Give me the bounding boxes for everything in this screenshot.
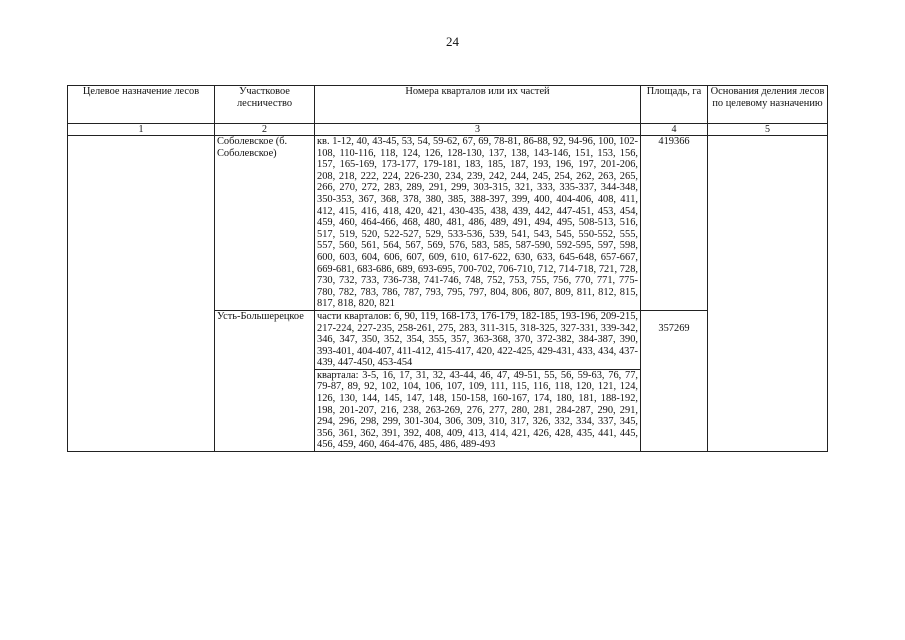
- area-cell: 357269: [641, 310, 708, 451]
- quarters-cell: части кварталов: 6, 90, 119, 168-173, 176-179, 182-185, 193-196, 209-215, 217-224, 227-235, 258-261, 275, 283, 311-315, 318-325, 327-331, 339-342, 346, 347, 350, 352, 354, 355, 357, 363-368, 370, 372-382, 384-387, 390, 393-401, 404-407, 411-412, 415-417, 420, 422-425, 429-431, 433, 434, 437-439, 447-450, 453-454: [315, 310, 641, 369]
- forestry-cell: Соболевское (б. Соболевское): [215, 136, 315, 311]
- column-number-row: [68, 124, 828, 136]
- header-basis: Основания деления лесов по целевому назначению: [708, 86, 828, 124]
- page-number: 24: [446, 34, 459, 49]
- header-quarters: Номера кварталов или их частей: [315, 86, 641, 124]
- quarters-cell: квартала: 3-5, 16, 17, 31, 32, 43-44, 46, 47, 49-51, 55, 56, 59-63, 76, 77, 79-87, 89, 92, 102, 104, 106, 107, 109, 111, 115, 116, 118, 120, 121, 124, 126, 130, 144, 145, 147, 148, 150-158, 160-167, 174, 180, 181, 188-192, 198, 201-207, 216, 238, 263-269, 276, 277, 280, 281, 284-287, 290, 291, 294, 296, 298, 299, 301-304, 306, 309, 310, 317, 326, 332, 334, 337, 345, 356, 361, 362, 391, 392, 408, 409, 413, 414, 421, 426, 428, 435, 441, 445, 456, 459, 460, 464-476, 485, 486, 489-493: [315, 369, 641, 451]
- forest-purpose-table: [67, 85, 828, 452]
- area-cell: 419366: [641, 136, 708, 311]
- basis-cell: [708, 136, 828, 452]
- purpose-cell: [68, 136, 215, 452]
- column-number: 5: [708, 124, 828, 136]
- column-number: 3: [315, 124, 641, 136]
- header-row: [68, 86, 828, 124]
- header-purpose: Целевое назначение лесов: [68, 86, 215, 124]
- column-number: 4: [641, 124, 708, 136]
- header-area: Площадь, га: [641, 86, 708, 124]
- quarters-cell: кв. 1-12, 40, 43-45, 53, 54, 59-62, 67, 69, 78-81, 86-88, 92, 94-96, 100, 102-108, 110-116, 118, 124, 126, 128-130, 137, 138, 143-146, 151, 153, 156, 157, 165-169, 173-177, 179-181, 183, 185, 187, 193, 196, 197, 201-206, 208, 218, 222, 224, 226-230, 234, 239, 242, 244, 245, 254, 262, 263, 265, 266, 270, 272, 283, 289, 291, 299, 303-315, 321, 333, 335-337, 344-348, 350-353, 367, 368, 378, 380, 385, 388-397, 399, 400, 404-406, 408, 411, 412, 415, 416, 418, 420, 421, 430-435, 438, 439, 442, 447-451, 453, 454, 459, 460, 464-466, 468, 480, 481, 486, 489, 491, 494, 495, 508-513, 516, 517, 519, 520, 522-527, 529, 533-536, 539, 541, 543, 545, 550-552, 555, 557, 560, 561, 564, 567, 569, 576, 583, 585, 587-590, 592-595, 597, 598, 600, 603, 604, 606, 607, 609, 610, 617-622, 630, 633, 645-648, 657-667, 669-681, 683-686, 689, 693-695, 700-702, 706-710, 712, 714-718, 721, 728, 730, 732, 733, 736-738, 741-746, 748, 752, 753, 755, 756, 770, 771, 775-780, 782, 783, 786, 787, 793, 795, 797, 804, 806, 807, 809, 811, 812, 815, 817, 818, 820, 821: [315, 136, 641, 311]
- header-forestry: Участковое лесничество: [215, 86, 315, 124]
- forestry-cell: Усть-Большерецкое: [215, 310, 315, 451]
- table-row: [68, 136, 828, 311]
- column-number: 2: [215, 124, 315, 136]
- column-number: 1: [68, 124, 215, 136]
